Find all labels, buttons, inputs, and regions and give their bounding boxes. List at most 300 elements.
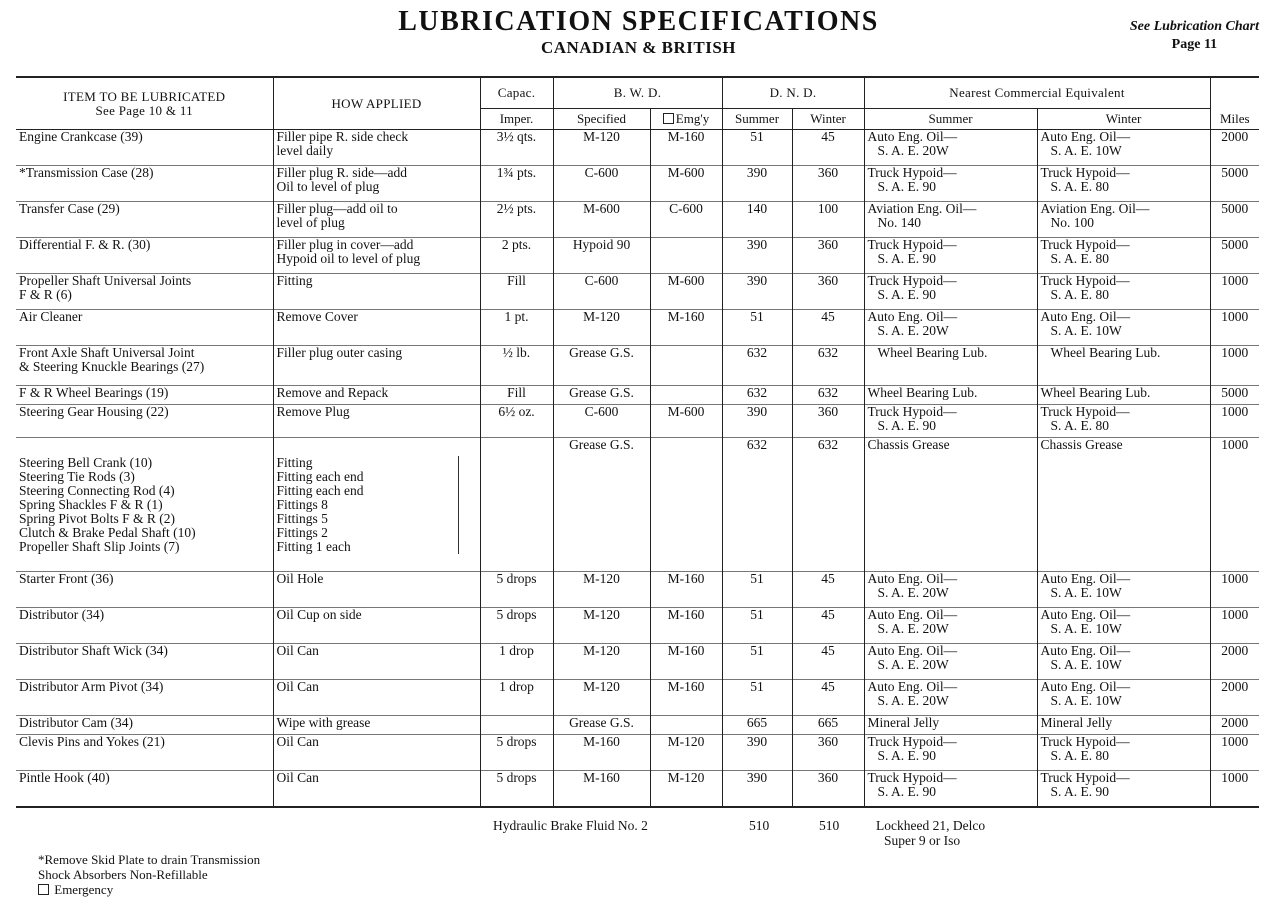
dnd-summer-cell: 390	[722, 166, 792, 202]
table-row	[16, 386, 1259, 405]
footnote-transmission: *Remove Skid Plate to drain Transmission	[38, 852, 261, 867]
table-row	[16, 166, 1259, 202]
item-cell	[16, 166, 273, 202]
cell-line: Auto Eng. Oil—	[1040, 309, 1131, 324]
cell-line: Propeller Shaft Slip Joints (7)	[19, 538, 180, 554]
eq-winter-cell	[1037, 238, 1210, 274]
item-cell	[16, 735, 273, 771]
eq-summer-cell	[864, 346, 1037, 386]
miles-cell: 1000	[1221, 734, 1249, 749]
lubrication-table	[16, 76, 1259, 808]
eq-summer-cell	[864, 771, 1037, 807]
cell-line: Wheel Bearing Lub.	[867, 385, 978, 400]
cell-line: Truck Hypoid—	[867, 273, 957, 288]
eq-winter-cell	[1037, 716, 1210, 735]
cell-line: S. A. E. 80	[1050, 418, 1110, 433]
page-title: LUBRICATION SPECIFICATIONS	[398, 6, 879, 37]
brake-fluid-eq-line2: Super 9 or Iso	[884, 833, 961, 848]
footnote-emergency	[38, 882, 260, 897]
col-emergency-label: Emg'y	[675, 111, 710, 126]
item-cell	[16, 438, 273, 572]
col-dnd-header: D. N. D.	[722, 77, 864, 109]
item-cell	[16, 405, 273, 438]
table-row	[16, 716, 1259, 735]
col-miles-header-top	[1210, 77, 1259, 109]
specified-cell: M-120	[553, 680, 650, 716]
dnd-winter-cell: 360	[792, 405, 864, 438]
col-miles: Miles	[1210, 109, 1259, 130]
eq-summer-cell	[864, 680, 1037, 716]
cell-line: Truck Hypoid—	[867, 770, 957, 785]
how-bracket	[277, 456, 459, 554]
eq-summer-cell	[864, 608, 1037, 644]
eq-winter-cell	[1037, 310, 1210, 346]
eq-winter-cell	[1037, 735, 1210, 771]
capacity-cell: 1 drop	[480, 644, 553, 680]
eq-winter-cell	[1037, 130, 1210, 166]
chart-reference-line1: See Lubrication Chart	[1129, 19, 1259, 34]
miles-cell: 5000	[1221, 165, 1249, 180]
cell-line: Clutch & Brake Pedal Shaft (10)	[19, 524, 196, 540]
cell-line: Truck Hypoid—	[867, 734, 957, 749]
how-cell	[273, 274, 480, 310]
brake-fluid-equivalent	[876, 818, 985, 848]
eq-winter-cell: Chassis Grease	[1037, 438, 1210, 572]
cell-line: Fittings 5	[276, 510, 328, 526]
item-cell	[16, 238, 273, 274]
table-row	[16, 680, 1259, 716]
specified-cell: Grease G.S.	[553, 438, 650, 572]
capacity-cell: ½ lb.	[480, 346, 553, 386]
cell-line: Auto Eng. Oil—	[867, 129, 958, 144]
cell-line: Truck Hypoid—	[867, 237, 957, 252]
chart-reference-line2: Page 11	[1171, 37, 1218, 52]
cell-line: S. A. E. 10W	[1050, 323, 1122, 338]
col-specified: Specified	[553, 109, 650, 130]
specified-cell: M-120	[553, 644, 650, 680]
cell-line: Spring Shackles F & R (1)	[19, 496, 163, 512]
how-cell	[273, 771, 480, 807]
eq-winter-cell	[1037, 274, 1210, 310]
cell-line: & Steering Knuckle Bearings (27)	[19, 359, 205, 374]
cell-line: S. A. E. 80	[1050, 287, 1110, 302]
cell-line: Filler plug R. side—add	[276, 165, 407, 180]
cell-line: No. 100	[1050, 215, 1095, 230]
specified-cell: M-600	[553, 202, 650, 238]
cell-line: S. A. E. 10W	[1050, 621, 1122, 636]
dnd-winter-cell: 45	[792, 608, 864, 644]
dnd-summer-cell: 390	[722, 405, 792, 438]
specified-cell: C-600	[553, 405, 650, 438]
eq-winter-cell	[1037, 405, 1210, 438]
cell-line: Truck Hypoid—	[1040, 237, 1130, 252]
eq-summer-cell	[864, 716, 1037, 735]
cell-line: S. A. E. 90	[877, 251, 937, 266]
cell-line: Pintle Hook (40)	[19, 770, 110, 785]
eq-winter-cell	[1037, 386, 1210, 405]
how-cell	[273, 644, 480, 680]
emergency-cell: M-120	[650, 771, 722, 807]
brake-fluid-eq-line1: Lockheed 21, Delco	[876, 818, 986, 833]
dnd-winter-cell: 632	[792, 438, 864, 572]
cell-line: Auto Eng. Oil—	[867, 643, 958, 658]
table-row	[16, 405, 1259, 438]
dnd-summer-cell: 51	[722, 310, 792, 346]
dnd-winter-cell: 360	[792, 735, 864, 771]
cell-line: Starter Front (36)	[19, 571, 114, 586]
cell-line: Auto Eng. Oil—	[1040, 571, 1131, 586]
specified-cell: Grease G.S.	[553, 386, 650, 405]
brake-fluid-label: Hydraulic Brake Fluid No. 2	[493, 818, 648, 833]
cell-line: S. A. E. 90	[877, 418, 937, 433]
item-cell	[16, 346, 273, 386]
miles-cell: 2000	[1221, 643, 1249, 658]
dnd-winter-cell: 360	[792, 274, 864, 310]
col-capac-header: Capac.	[480, 77, 553, 109]
cell-line: F & R Wheel Bearings (19)	[19, 385, 169, 400]
title-block	[0, 6, 1277, 58]
capacity-cell: 1 pt.	[480, 310, 553, 346]
how-cell	[273, 438, 480, 572]
eq-summer-cell	[864, 166, 1037, 202]
col-dnd-summer: Summer	[722, 109, 792, 130]
capacity-cell: 5 drops	[480, 735, 553, 771]
cell-line: Fitting each end	[276, 468, 364, 484]
eq-summer-cell	[864, 202, 1037, 238]
how-cell	[273, 405, 480, 438]
cell-line: Spring Pivot Bolts F & R (2)	[19, 510, 176, 526]
cell-line: Truck Hypoid—	[867, 404, 957, 419]
dnd-summer-cell: 51	[722, 644, 792, 680]
cell-line: Auto Eng. Oil—	[1040, 643, 1131, 658]
cell-line: S. A. E. 90	[877, 179, 937, 194]
item-cell	[16, 572, 273, 608]
cell-line: Clevis Pins and Yokes (21)	[19, 734, 165, 749]
miles-cell: 1000	[1221, 571, 1249, 586]
col-how-header: HOW APPLIED	[273, 77, 480, 130]
dnd-winter-cell: 360	[792, 238, 864, 274]
table-row	[16, 608, 1259, 644]
col-item-label: ITEM TO BE LUBRICATED	[63, 88, 226, 104]
miles-cell: 5000	[1221, 385, 1249, 400]
specified-cell: Grease G.S.	[553, 716, 650, 735]
dnd-winter-cell: 45	[792, 130, 864, 166]
emergency-cell: M-160	[650, 310, 722, 346]
col-bwd-header: B. W. D.	[553, 77, 722, 109]
how-cell	[273, 166, 480, 202]
dnd-summer-cell: 390	[722, 274, 792, 310]
emergency-cell	[650, 438, 722, 572]
footnote-shock-absorbers: Shock Absorbers Non-Refillable	[38, 867, 208, 882]
cell-line: Fitting	[276, 273, 313, 288]
cell-line: S. A. E. 90	[877, 748, 937, 763]
cell-line: Aviation Eng. Oil—	[867, 201, 977, 216]
miles-cell: 1000	[1221, 437, 1249, 452]
emergency-cell	[650, 238, 722, 274]
footnotes	[38, 852, 260, 897]
dnd-summer-cell: 51	[722, 130, 792, 166]
cell-line: Oil Cup on side	[276, 607, 362, 622]
cell-line: Steering Tie Rods (3)	[19, 468, 135, 484]
cell-line: No. 140	[877, 215, 922, 230]
eq-winter-cell	[1037, 771, 1210, 807]
capacity-cell: 5 drops	[480, 771, 553, 807]
dnd-summer-cell: 51	[722, 608, 792, 644]
table-row	[16, 202, 1259, 238]
cell-line: Distributor Shaft Wick (34)	[19, 643, 168, 658]
capacity-cell: 2½ pts.	[480, 202, 553, 238]
table-body	[16, 130, 1259, 807]
cell-line: Truck Hypoid—	[867, 165, 957, 180]
cell-line: Auto Eng. Oil—	[867, 309, 958, 324]
table-row	[16, 644, 1259, 680]
cell-line: Oil Can	[276, 643, 319, 658]
table-row	[16, 238, 1259, 274]
cell-line: Fittings 2	[276, 524, 328, 540]
cell-line: S. A. E. 20W	[877, 657, 949, 672]
col-emergency	[650, 109, 722, 130]
eq-winter-cell	[1037, 202, 1210, 238]
cell-line: Fitting	[276, 454, 313, 470]
cell-line: Fitting each end	[276, 482, 364, 498]
eq-summer-cell	[864, 735, 1037, 771]
specified-cell: M-120	[553, 130, 650, 166]
item-cell	[16, 386, 273, 405]
cell-line: level daily	[276, 143, 334, 158]
eq-summer-cell	[864, 405, 1037, 438]
emergency-cell: C-600	[650, 202, 722, 238]
eq-winter-cell	[1037, 644, 1210, 680]
cell-line: F & R (6)	[19, 287, 72, 302]
cell-line: S. A. E. 80	[1050, 748, 1110, 763]
miles-cell: 2000	[1221, 679, 1249, 694]
capacity-cell	[480, 438, 553, 572]
cell-line: Truck Hypoid—	[1040, 273, 1130, 288]
cell-line: Steering Bell Crank (10)	[19, 454, 153, 470]
dnd-winter-cell: 45	[792, 680, 864, 716]
emergency-cell: M-600	[650, 274, 722, 310]
how-cell	[273, 130, 480, 166]
emergency-cell: M-160	[650, 608, 722, 644]
specified-cell: M-120	[553, 310, 650, 346]
emergency-cell: M-600	[650, 166, 722, 202]
item-cell	[16, 274, 273, 310]
cell-line: Engine Crankcase (39)	[19, 129, 143, 144]
col-dnd-winter: Winter	[792, 109, 864, 130]
eq-winter-cell	[1037, 680, 1210, 716]
cell-line: Remove and Repack	[276, 385, 389, 400]
capacity-cell: 5 drops	[480, 608, 553, 644]
cell-line: Filler pipe R. side check	[276, 129, 409, 144]
capacity-cell: 3½ qts.	[480, 130, 553, 166]
miles-cell: 5000	[1221, 201, 1249, 216]
dnd-summer-cell: 632	[722, 438, 792, 572]
item-cell	[16, 644, 273, 680]
item-cell	[16, 771, 273, 807]
brake-fluid-summer: 510	[749, 818, 770, 833]
dnd-summer-cell: 665	[722, 716, 792, 735]
cell-line: Remove Plug	[276, 404, 350, 419]
table-row	[16, 130, 1259, 166]
cell-line: Distributor Arm Pivot (34)	[19, 679, 164, 694]
item-cell	[16, 310, 273, 346]
dnd-summer-cell: 140	[722, 202, 792, 238]
how-cell	[273, 386, 480, 405]
dnd-winter-cell: 360	[792, 166, 864, 202]
cell-line: S. A. E. 90	[877, 784, 937, 799]
cell-line: S. A. E. 20W	[877, 585, 949, 600]
capacity-cell: 5 drops	[480, 572, 553, 608]
cell-line: S. A. E. 10W	[1050, 143, 1122, 158]
dnd-summer-cell: 51	[722, 680, 792, 716]
cell-line: Truck Hypoid—	[1040, 165, 1130, 180]
cell-line: Truck Hypoid—	[1040, 734, 1130, 749]
dnd-winter-cell: 632	[792, 386, 864, 405]
capacity-cell: 1 drop	[480, 680, 553, 716]
cell-line: Air Cleaner	[19, 309, 83, 324]
eq-summer-cell: Chassis Grease	[864, 438, 1037, 572]
table-row	[16, 346, 1259, 386]
cell-line: Transfer Case (29)	[19, 201, 120, 216]
cell-line: S. A. E. 20W	[877, 621, 949, 636]
cell-line: Fitting 1 each	[276, 538, 351, 554]
emergency-cell: M-600	[650, 405, 722, 438]
cell-line: Oil Can	[276, 679, 319, 694]
eq-summer-cell	[864, 386, 1037, 405]
cell-line: Auto Eng. Oil—	[1040, 129, 1131, 144]
cell-line: Distributor Cam (34)	[19, 715, 133, 730]
cell-line: level of plug	[276, 215, 345, 230]
capacity-cell	[480, 716, 553, 735]
miles-cell: 1000	[1221, 607, 1249, 622]
capacity-cell: 6½ oz.	[480, 405, 553, 438]
col-item-header	[16, 77, 273, 130]
col-eq-summer: Summer	[864, 109, 1037, 130]
how-cell	[273, 680, 480, 716]
cell-line: S. A. E. 80	[1050, 179, 1110, 194]
cell-line: Oil Can	[276, 734, 319, 749]
how-cell	[273, 716, 480, 735]
cell-line: S. A. E. 20W	[877, 323, 949, 338]
dnd-winter-cell: 665	[792, 716, 864, 735]
cell-line: Filler plug—add oil to	[276, 201, 398, 216]
miles-cell: 2000	[1221, 129, 1249, 144]
miles-cell: 1000	[1221, 309, 1249, 324]
miles-cell: 1000	[1221, 345, 1249, 360]
capacity-cell: Fill	[480, 386, 553, 405]
dnd-summer-cell: 632	[722, 346, 792, 386]
dnd-winter-cell: 45	[792, 572, 864, 608]
how-cell	[273, 572, 480, 608]
eq-winter-cell	[1037, 608, 1210, 644]
emergency-box-icon	[663, 113, 674, 124]
miles-cell: 1000	[1221, 273, 1249, 288]
cell-line: Auto Eng. Oil—	[1040, 679, 1131, 694]
item-cell	[16, 608, 273, 644]
eq-summer-cell	[864, 274, 1037, 310]
cell-line: S. A. E. 10W	[1050, 585, 1122, 600]
cell-line: Differential F. & R. (30)	[19, 237, 151, 252]
table-row-grouped	[16, 438, 1259, 572]
header-row-1	[16, 77, 1259, 109]
cell-line: Front Axle Shaft Universal Joint	[19, 345, 195, 360]
how-cell	[273, 310, 480, 346]
how-cell	[273, 346, 480, 386]
miles-cell: 1000	[1221, 770, 1249, 785]
table-row	[16, 274, 1259, 310]
dnd-summer-cell: 51	[722, 572, 792, 608]
table-row	[16, 310, 1259, 346]
dnd-summer-cell: 632	[722, 386, 792, 405]
cell-line: S. A. E. 20W	[877, 143, 949, 158]
cell-line: Hypoid oil to level of plug	[276, 251, 421, 266]
how-cell	[273, 735, 480, 771]
eq-summer-cell	[864, 238, 1037, 274]
specified-cell: M-120	[553, 608, 650, 644]
cell-line: S. A. E. 90	[877, 287, 937, 302]
table-row	[16, 735, 1259, 771]
cell-line: Remove Cover	[276, 309, 358, 324]
cell-line: *Transmission Case (28)	[19, 165, 154, 180]
cell-line: Filler plug outer casing	[276, 345, 403, 360]
cell-line: Wheel Bearing Lub.	[877, 345, 988, 360]
how-cell	[273, 608, 480, 644]
chart-reference	[1130, 18, 1259, 54]
item-cell	[16, 716, 273, 735]
capacity-cell: Fill	[480, 274, 553, 310]
cell-line: Distributor (34)	[19, 607, 105, 622]
miles-cell: 1000	[1221, 404, 1249, 419]
cell-line: Wheel Bearing Lub.	[1040, 385, 1151, 400]
eq-winter-cell	[1037, 572, 1210, 608]
footnote-emergency-label: Emergency	[54, 882, 114, 897]
eq-summer-cell	[864, 310, 1037, 346]
cell-line: Wipe with grease	[276, 715, 371, 730]
cell-line: S. A. E. 80	[1050, 251, 1110, 266]
specified-cell: Grease G.S.	[553, 346, 650, 386]
specified-cell: C-600	[553, 166, 650, 202]
table-row	[16, 572, 1259, 608]
col-capac-sub: Imper.	[480, 109, 553, 130]
cell-line: Auto Eng. Oil—	[867, 607, 958, 622]
eq-summer-cell	[864, 572, 1037, 608]
cell-line: Aviation Eng. Oil—	[1040, 201, 1150, 216]
cell-line: Oil Can	[276, 770, 319, 785]
cell-line: Wheel Bearing Lub.	[1050, 345, 1161, 360]
cell-line: Propeller Shaft Universal Joints	[19, 273, 192, 288]
cell-line: Oil to level of plug	[276, 179, 380, 194]
cell-line: Auto Eng. Oil—	[867, 679, 958, 694]
page-subtitle: CANADIAN & BRITISH	[540, 38, 737, 57]
eq-summer-cell	[864, 130, 1037, 166]
emergency-cell	[650, 346, 722, 386]
col-eq-winter: Winter	[1037, 109, 1210, 130]
col-item-sublabel: See Page 10 & 11	[95, 102, 193, 118]
how-cell	[273, 202, 480, 238]
emergency-cell: M-160	[650, 680, 722, 716]
cell-line: Fittings 8	[276, 496, 328, 512]
emergency-cell	[650, 386, 722, 405]
miles-cell: 5000	[1221, 237, 1249, 252]
cell-line: Truck Hypoid—	[1040, 770, 1130, 785]
table-row	[16, 771, 1259, 807]
dnd-summer-cell: 390	[722, 735, 792, 771]
emergency-cell	[650, 716, 722, 735]
eq-winter-cell	[1037, 346, 1210, 386]
eq-summer-cell	[864, 644, 1037, 680]
item-cell	[16, 680, 273, 716]
specified-cell: M-160	[553, 735, 650, 771]
